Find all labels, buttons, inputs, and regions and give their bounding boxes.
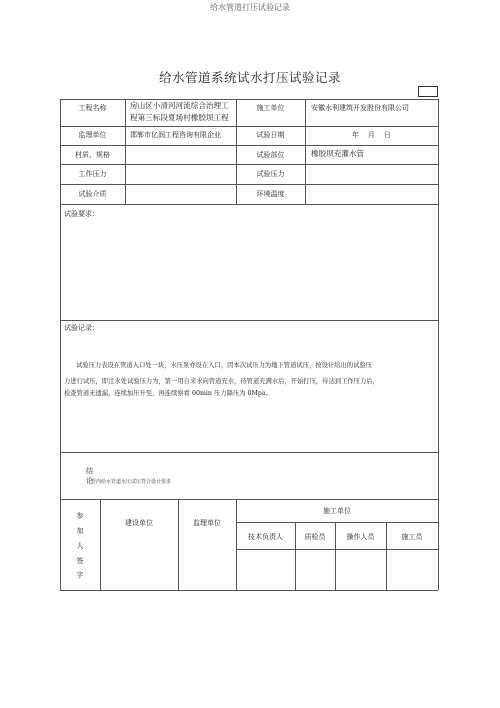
conclusion-label-bottom: 论 — [86, 477, 93, 485]
test-record-label: 试验记录： — [64, 324, 99, 332]
conclusion-label-top: 结 — [86, 467, 93, 475]
test-record-line-1: 试验压力表设在管道入口处一块，水压泵亦设在入口，因本次试压力为地下管道试压，按设计给出的试验压 — [76, 362, 372, 369]
test-part-label: 试验部位 — [256, 151, 285, 159]
test-date-value: 年 月 日 — [352, 131, 391, 139]
construction-unit-value: 安徽水利建筑开发股份有限公司 — [311, 104, 409, 112]
test-date-label: 试验日期 — [256, 131, 285, 139]
supervision-unit-label: 监理单位 — [78, 131, 107, 139]
project-name-line1: 房山区小清河河流综合治理工 — [130, 101, 229, 110]
project-name-line2: 程第三标段夏场村橡胶坝工程 — [130, 113, 229, 122]
page-header: 给水管道打压试验记录 — [210, 3, 290, 12]
operator-header: 操作人员 — [346, 533, 375, 541]
conclusion-text: 管内给水管道水压试压符合设计要求 — [91, 479, 172, 485]
document-title: 给水管道系统试水打压试验记录 — [158, 70, 341, 85]
qc-inspector-header: 质检员 — [304, 533, 326, 541]
supervision-unit-value: 邯郸市亿润工程咨询有限企业 — [130, 131, 221, 139]
test-medium-label: 试验介质 — [78, 190, 107, 198]
tech-lead-header: 技术负责人 — [248, 533, 283, 541]
supervision-unit-header: 监理单位 — [193, 519, 221, 527]
ambient-temp-label: 环境温度 — [256, 190, 285, 198]
material-spec-label: 材质、规格 — [75, 151, 110, 159]
construction-unit-label: 施工单位 — [256, 104, 285, 112]
record-number-box — [418, 86, 438, 97]
working-pressure-label: 工作压力 — [78, 170, 107, 178]
construction-unit-header: 施工单位 — [323, 507, 351, 515]
constructor-header: 施工员 — [401, 533, 423, 541]
test-record-line-3: 检查管道无遗漏，连续加压升至，再连续察看 60min 压力降压为 0Mpa。 — [64, 390, 273, 397]
owner-unit-header: 建设单位 — [125, 519, 153, 527]
test-record-line-2: 力进行试压，即注水处试验压力为，第一用自来水向管道充水，待管道充满水后，开始打压，待达到工作压力后， — [64, 378, 379, 385]
test-requirements-label: 试验要求： — [64, 210, 99, 218]
project-name-label: 工程名称 — [78, 104, 107, 112]
test-pressure-label: 试验压力 — [256, 170, 285, 178]
test-part-value: 橡胶坝充灌水管 — [311, 149, 365, 158]
